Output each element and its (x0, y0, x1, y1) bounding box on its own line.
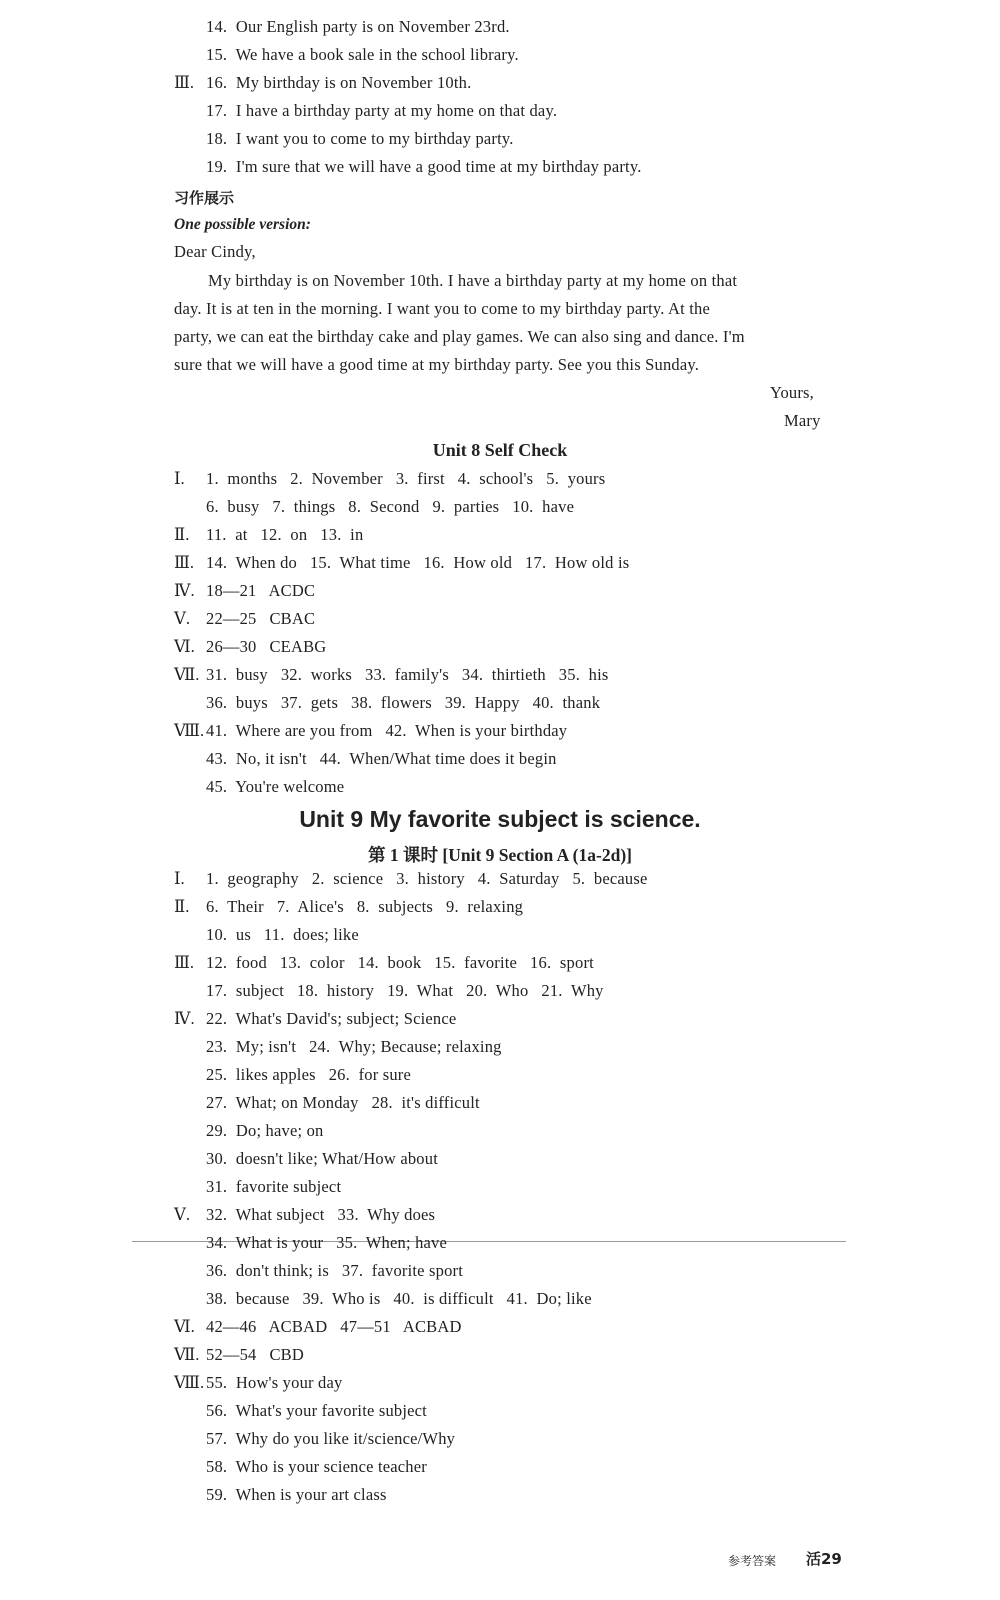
letter-body-line: My birthday is on November 10th. I have a birthday party at my home on that (208, 271, 738, 290)
lesson-title: 第 1 课时 [Unit 9 Section A (1a-2d)] (368, 845, 632, 865)
letter-body-line: day. It is at ten in the morning. I want you to come to my birthday party. At the (174, 299, 710, 318)
answer-line: 57. Why do you like it/science/Why (206, 1429, 456, 1448)
answer-line: 29. Do; have; on (206, 1121, 324, 1140)
answer-line: 43. No, it isn't 44. When/What time does it begin (206, 749, 557, 768)
roman-numeral: Ⅴ. (174, 1205, 191, 1224)
answer-line: 23. My; isn't 24. Why; Because; relaxing (206, 1037, 502, 1056)
answer-line: 26—30 CEABG (206, 637, 327, 656)
answer-line: 11. at 12. on 13. in (206, 525, 364, 544)
answer-line: 42—46 ACBAD 47—51 ACBAD (206, 1317, 462, 1336)
answer-line: 41. Where are you from 42. When is your birthday (206, 721, 568, 740)
answer-line: 56. What's your favorite subject (206, 1401, 427, 1420)
answer-line: 10. us 11. does; like (206, 925, 359, 944)
version-label: One possible version: (174, 216, 311, 233)
page-number: 活29 (806, 1550, 842, 1568)
answer-line: 17. subject 18. history 19. What 20. Who 21. Why (206, 981, 604, 1000)
answer-line: 15. We have a book sale in the school library. (206, 45, 519, 64)
answer-line: 31. favorite subject (206, 1177, 342, 1196)
answer-line: 12. food 13. color 14. book 15. favorite 16. sport (206, 953, 594, 972)
roman-numeral: Ⅲ. (174, 953, 195, 972)
roman-numeral: Ⅶ. (174, 665, 200, 684)
answer-line: 22. What's David's; subject; Science (206, 1009, 457, 1028)
roman-numeral: Ⅳ. (174, 581, 195, 600)
letter-salutation: Dear Cindy, (174, 242, 256, 261)
answer-line: 59. When is your art class (206, 1485, 387, 1504)
answer-line: 18—21 ACDC (206, 581, 316, 600)
roman-numeral: Ⅰ. (174, 869, 185, 888)
unit-title: Unit 9 My favorite subject is science. (299, 806, 701, 832)
answer-line: 27. What; on Monday 28. it's difficult (206, 1093, 480, 1112)
answer-line: 34. What is your 35. When; have (206, 1233, 448, 1252)
answer-line: 14. When do 15. What time 16. How old 17. How old is (206, 553, 630, 572)
self-check-title: Unit 8 Self Check (432, 440, 568, 460)
roman-numeral: Ⅷ. (174, 1373, 205, 1392)
answer-line: 36. don't think; is 37. favorite sport (206, 1261, 464, 1280)
roman-numeral: Ⅲ. (174, 553, 195, 572)
answer-line: 6. busy 7. things 8. Second 9. parties 10. have (206, 497, 575, 516)
answer-line: 45. You're welcome (206, 777, 345, 796)
roman-numeral: Ⅷ. (174, 721, 205, 740)
answer-line: 31. busy 32. works 33. family's 34. thirtieth 35. his (206, 665, 609, 684)
roman-numeral: Ⅱ. (174, 525, 190, 544)
roman-numeral: Ⅳ. (174, 1009, 195, 1028)
answer-line: 58. Who is your science teacher (206, 1457, 427, 1476)
answer-line: 18. I want you to come to my birthday party. (206, 129, 514, 148)
letter-closing: Yours, (770, 383, 815, 402)
answer-line: 1. geography 2. science 3. history 4. Saturday 5. because (206, 869, 648, 888)
answer-line: 17. I have a birthday party at my home on that day. (206, 101, 558, 120)
answer-line: 36. buys 37. gets 38. flowers 39. Happy 40. thank (206, 693, 601, 712)
roman-numeral: Ⅶ. (174, 1345, 200, 1364)
letter-signature: Mary (784, 411, 821, 430)
roman-numeral: Ⅵ. (174, 637, 195, 656)
letter-body-line: sure that we will have a good time at my birthday party. See you this Sunday. (174, 355, 700, 374)
answer-line: 19. I'm sure that we will have a good time at my birthday party. (206, 157, 642, 176)
answer-line: 52—54 CBD (206, 1345, 305, 1364)
answer-line: 16. My birthday is on November 10th. (206, 73, 472, 92)
roman-numeral: Ⅰ. (174, 469, 185, 488)
answer-line: 55. How's your day (206, 1373, 343, 1392)
footer-label: 参考答案 (728, 1554, 777, 1568)
roman-numeral: Ⅲ. (174, 73, 195, 92)
answer-line: 1. months 2. November 3. first 4. school's 5. yours (206, 469, 606, 488)
answer-line: 22—25 CBAC (206, 609, 316, 628)
roman-numeral: Ⅴ. (174, 609, 191, 628)
answer-line: 25. likes apples 26. for sure (206, 1065, 412, 1084)
letter-body-line: party, we can eat the birthday cake and play games. We can also sing and dance. I'm (174, 327, 745, 346)
roman-numeral: Ⅱ. (174, 897, 190, 916)
answer-line: 14. Our English party is on November 23rd. (206, 17, 510, 36)
answer-line: 30. doesn't like; What/How about (206, 1149, 438, 1168)
answer-line: 32. What subject 33. Why does (206, 1205, 436, 1224)
writing-heading: 习作展示 (174, 189, 235, 207)
answer-line: 38. because 39. Who is 40. is difficult 41. Do; like (206, 1289, 592, 1308)
roman-numeral: Ⅵ. (174, 1317, 195, 1336)
answer-line: 6. Their 7. Alice's 8. subjects 9. relaxing (206, 897, 524, 916)
